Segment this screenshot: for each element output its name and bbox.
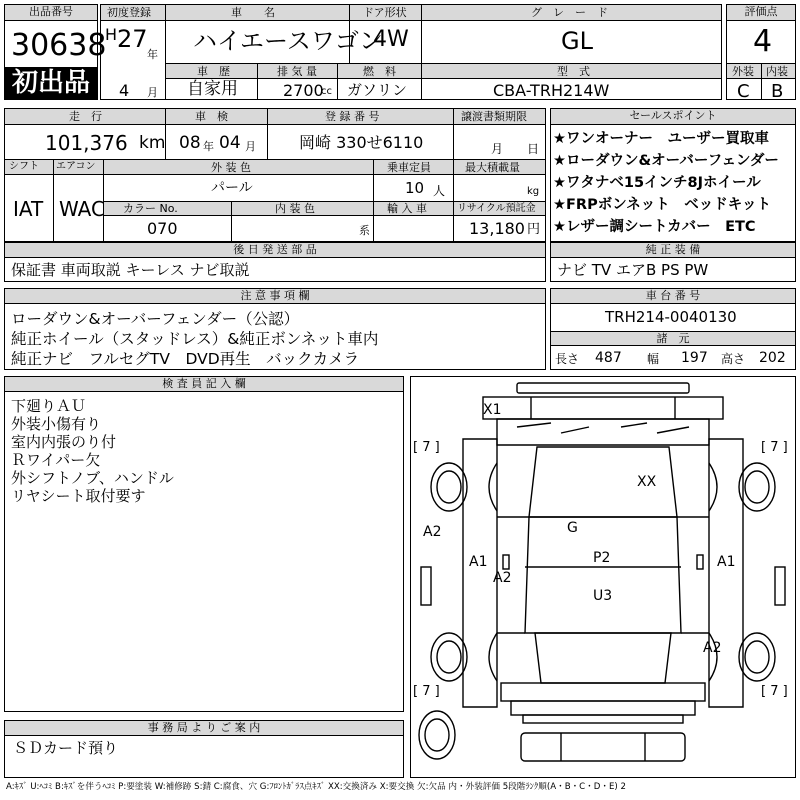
notes-label: 注 意 事 項 欄 <box>5 289 545 304</box>
later-parts-value: 保証書 車両取説 キーレス ナビ取説 <box>11 261 250 279</box>
mileage-label: 走 行 <box>69 110 102 123</box>
exterior-label: 外装 <box>732 65 754 78</box>
inspector-line: 下廻りＡＵ <box>11 397 87 415</box>
sales-point-item: ★ローダウン&オーバーフェンダー <box>553 153 779 169</box>
interior-color-label: 内 装 色 <box>275 202 315 215</box>
mark-g: G <box>567 520 578 536</box>
tire-front-right: [ 7 ] <box>761 440 788 455</box>
era-letter: H <box>105 25 118 44</box>
history-value: 自家用 <box>187 79 238 99</box>
plate-label: 登 録 番 号 <box>325 110 380 123</box>
length-label: 長さ <box>555 352 580 366</box>
tire-rear-left: [ 7 ] <box>413 684 440 699</box>
shift-label: シフト <box>9 161 39 172</box>
note-line: 純正ホイール（スタッドレス）&純正ボンネット車内 <box>11 330 379 348</box>
sales-point-item: ★ワンオーナー ユーザー買取車 <box>553 131 769 147</box>
lot-label: 出品番号 <box>5 5 97 21</box>
door-label: ドア形状 <box>363 6 407 19</box>
ac-label: エアコン <box>56 161 96 172</box>
length-value: 487 <box>595 350 622 366</box>
notes-box <box>4 288 546 370</box>
width-value: 197 <box>681 350 708 366</box>
color-label: 外 装 色 <box>211 161 251 174</box>
inspector-line: 外装小傷有り <box>11 415 102 433</box>
car-name-label: 車 名 <box>231 6 275 19</box>
exterior-grade: C <box>737 81 750 102</box>
load-label: 最大積載量 <box>465 161 520 174</box>
fuel-label: 燃 料 <box>363 65 396 78</box>
header-grid <box>100 4 722 100</box>
office-value: ＳＤカード預り <box>13 739 119 757</box>
office-box <box>4 720 404 778</box>
shift-value: IAT <box>13 197 44 221</box>
reg-year: 27 <box>117 25 148 53</box>
mark-u3: U3 <box>593 588 613 604</box>
reg-month-unit: 月 <box>147 86 158 99</box>
capacity-value: 10 <box>405 179 425 197</box>
import-label: 輸 入 車 <box>387 202 427 215</box>
capacity-unit: 人 <box>433 184 446 198</box>
recycle-value: 13,180 <box>469 219 525 238</box>
transfer-label: 譲渡書類期限 <box>461 110 527 123</box>
mark-a2-right: A2 <box>703 640 722 656</box>
tire-front-left: [ 7 ] <box>413 440 440 455</box>
grade-label: グ レ ー ド <box>531 6 608 19</box>
first-listing-badge: 初出品 <box>5 67 97 99</box>
score-value: 4 <box>753 24 773 59</box>
tire-rear-right: [ 7 ] <box>761 684 788 699</box>
mark-a1-right: A1 <box>717 554 736 570</box>
capacity-label: 乗車定員 <box>387 161 431 174</box>
color-no-label: カラー No. <box>123 202 178 215</box>
interior-color-unit: 系 <box>359 224 370 237</box>
sales-points-box <box>550 108 796 242</box>
lot-box <box>4 4 107 100</box>
chassis-label: 車 台 番 号 <box>551 289 795 304</box>
mileage-unit: km <box>139 133 166 153</box>
recycle-unit: 円 <box>527 222 541 237</box>
genuine-equipment-box <box>550 242 796 282</box>
mark-xx: XX <box>637 474 657 490</box>
inspector-line: 外シフトノブ、ハンドル <box>11 469 174 487</box>
score-box <box>726 4 796 100</box>
chassis-box <box>550 288 796 370</box>
recycle-label: リサイクル預託金 <box>457 203 536 214</box>
score-label: 評価点 <box>727 5 795 21</box>
grade-value: GL <box>561 27 593 55</box>
inspection-year: 08 <box>179 133 201 153</box>
history-label: 車 歴 <box>197 65 230 78</box>
lot-number: 30638 <box>11 28 107 63</box>
displacement-label: 排 気 量 <box>277 65 317 78</box>
transfer-day-unit: 日 <box>527 142 540 156</box>
genuine-equipment-value: ナビ TV エアB PS PW <box>557 261 709 279</box>
height-value: 202 <box>759 350 786 366</box>
sales-point-item: ★レザー調シートカバー ETC <box>553 219 756 235</box>
load-unit: kg <box>527 186 540 197</box>
van-outline-svg <box>411 377 795 777</box>
mark-a2-left: A2 <box>423 524 442 540</box>
displacement-value: 2700 <box>283 81 324 100</box>
height-label: 高さ <box>721 352 746 366</box>
mark-a2-center: A2 <box>493 570 512 586</box>
inspector-line: Ｒワイパー欠 <box>11 451 101 469</box>
mark-p2: P2 <box>593 550 611 566</box>
inspection-year-unit: 年 <box>203 140 214 153</box>
inspection-month: 04 <box>219 133 241 153</box>
interior-label: 内装 <box>766 65 788 78</box>
sales-points-label: セールスポイント <box>551 109 795 125</box>
note-line: 純正ナビ フルセグTV DVD再生 バックカメラ <box>11 350 360 368</box>
sales-point-item: ★FRPボンネット ベッドキット <box>553 197 771 213</box>
inspector-label: 検 査 員 記 入 欄 <box>5 377 403 392</box>
door-value: 4W <box>373 27 409 52</box>
inspection-label: 車 検 <box>195 110 228 123</box>
inspection-month-unit: 月 <box>245 140 256 153</box>
spec-label: 諸 元 <box>551 331 795 346</box>
inspector-line: リヤシート取付要す <box>11 487 146 505</box>
legend-footer: A:ｷｽﾞ U:ﾍｺﾐ B:ｷｽﾞを伴うﾍｺﾐ P:要塗装 W:補修跡 S:錆 C:腐食、穴 G:ﾌﾛﾝﾄｶﾞﾗｽ点ｷｽﾞ XX:交換済み X:要交換 欠:欠品 内・外装評価 5段階ﾗﾝｸ順(A・B・C・D・E) 2 <box>6 782 626 792</box>
note-line: ローダウン&オーバーフェンダー（公認） <box>11 310 300 328</box>
color-value: パール <box>211 180 253 196</box>
interior-grade: B <box>771 81 784 102</box>
chassis-value: TRH214-0040130 <box>605 308 737 326</box>
genuine-equipment-label: 純 正 装 備 <box>551 243 795 258</box>
color-no-value: 070 <box>147 219 178 238</box>
damage-diagram <box>410 376 796 778</box>
transfer-month-unit: 月 <box>491 142 504 156</box>
inspector-line: 室内内張のり付 <box>11 433 117 451</box>
plate-value: 岡崎 330せ6110 <box>299 133 424 152</box>
mark-x1: X1 <box>483 402 502 418</box>
model-label: 型 式 <box>557 65 590 78</box>
later-parts-box <box>4 242 546 282</box>
inspector-box <box>4 376 404 712</box>
later-parts-label: 後 日 発 送 部 品 <box>5 243 545 258</box>
reg-year-unit: 年 <box>147 48 158 61</box>
ac-value: WAC <box>59 197 105 221</box>
reg-month: 4 <box>119 81 130 100</box>
car-name: ハイエースワゴン <box>193 27 383 55</box>
displacement-unit: cc <box>321 86 332 97</box>
office-label: 事 務 局 よ り ご 案 内 <box>5 721 403 736</box>
reg-label: 初度登録 <box>107 6 151 19</box>
sales-point-item: ★ワタナベ15インチ8Jホイール <box>553 175 761 191</box>
details-grid <box>4 108 546 242</box>
fuel-value: ガソリン <box>347 81 408 99</box>
mark-a1-left: A1 <box>469 554 488 570</box>
width-label: 幅 <box>647 352 660 366</box>
model-value: CBA-TRH214W <box>493 81 610 100</box>
mileage-value: 101,376 <box>45 131 128 155</box>
